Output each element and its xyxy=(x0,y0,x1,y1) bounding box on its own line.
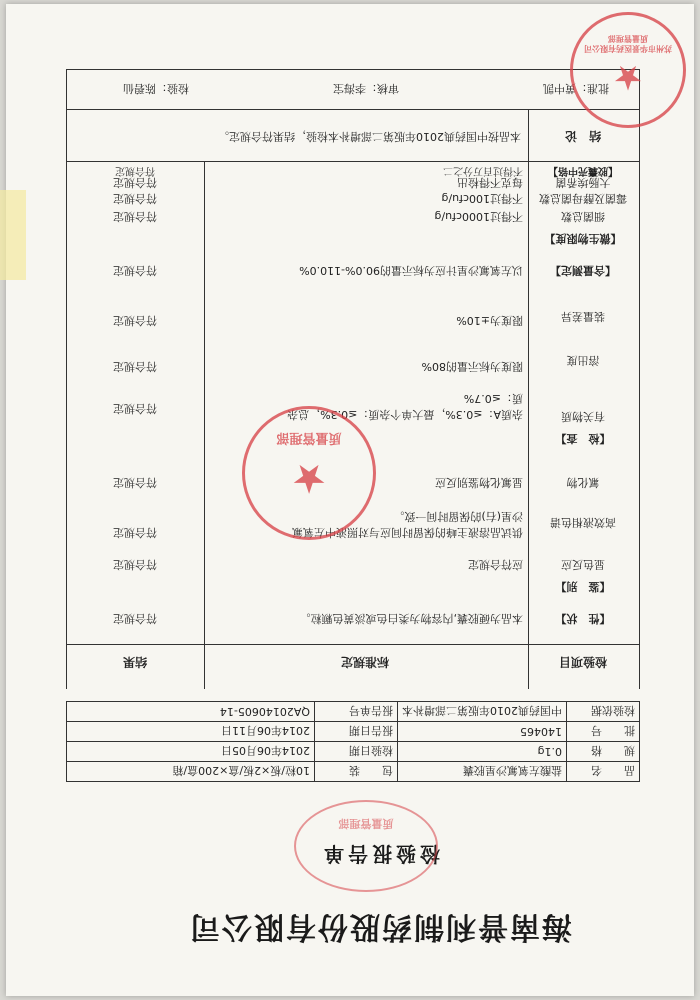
result-item: 【检 查】 xyxy=(555,432,611,445)
result-value: 符合规定 xyxy=(113,526,157,539)
result-standard: 每克不得检出 xyxy=(457,176,523,189)
info-row xyxy=(67,702,640,722)
result-item: 大肠埃希菌 xyxy=(555,176,611,189)
result-item: 【鉴 别】 xyxy=(555,580,611,593)
result-item: 溶出度 xyxy=(566,354,600,367)
result-item: 高效液相色谱 xyxy=(550,516,616,529)
conclusion-row xyxy=(66,109,640,161)
header-standard: 标准规定 xyxy=(341,655,390,669)
result-value: 符合规定 xyxy=(115,165,155,176)
spec-value: 0.1g xyxy=(398,742,567,762)
basis-value: 中国药典2010年版第二部增补本 xyxy=(398,702,567,722)
result-value: 符合规定 xyxy=(113,360,157,373)
info-row xyxy=(67,742,640,762)
result-value: 符合规定 xyxy=(113,264,157,277)
result-item: 霉菌及酵母菌总数 xyxy=(539,192,627,205)
result-standard: 供试品溶液主峰的保留时间应与对照液中左氧氟 xyxy=(292,526,523,539)
star-icon: ★ xyxy=(291,455,327,501)
package-value: 10粒/板×2板/盒×200盒/箱 xyxy=(67,762,315,782)
basis-label: 检验依据 xyxy=(567,702,640,722)
result-standard: 沙星(右)的保留时间一致。 xyxy=(393,510,523,523)
header-item: 检验项目 xyxy=(559,655,608,669)
inspector: 检验：陈碧仙 xyxy=(123,82,189,95)
approver: 批准：黄中凯 xyxy=(543,82,609,95)
product-value: 盐酸左氧氟沙星胶囊 xyxy=(398,762,567,782)
result-standard: 显氟化物鉴别反应 xyxy=(435,476,523,489)
report-date-label: 报告日期 xyxy=(315,722,398,742)
product-label: 品 名 xyxy=(567,762,640,782)
sticky-note-edge xyxy=(0,190,26,280)
report-date-value: 2014年06月11日 xyxy=(67,722,315,742)
result-item: 【胶囊壳中铬】 xyxy=(548,165,618,176)
result-value: 符合规定 xyxy=(113,192,157,205)
result-value: 符合规定 xyxy=(113,176,157,189)
result-standard: 不得过百万分之二 xyxy=(443,165,523,176)
result-item: 【微生物限度】 xyxy=(544,232,622,245)
result-value: 符合规定 xyxy=(113,476,157,489)
report-no-label: 报告单号 xyxy=(315,702,398,722)
inspect-date-value: 2014年06月05日 xyxy=(67,742,315,762)
result-item: 显色反应 xyxy=(561,558,605,571)
report-title: 检验报告单 xyxy=(320,842,440,866)
report-no-value: QA20140605-14 xyxy=(67,702,315,722)
result-standard: 本品为硬胶囊,内容物为类白色或淡黄色颗粒。 xyxy=(299,612,523,625)
batch-value: 140465 xyxy=(398,722,567,742)
result-standard: 应符合规定 xyxy=(468,558,523,571)
result-item: 氟化物 xyxy=(566,476,600,489)
batch-label: 批 号 xyxy=(567,722,640,742)
result-item: 【性 状】 xyxy=(555,612,611,625)
result-value: 符合规定 xyxy=(113,612,157,625)
info-table xyxy=(66,701,640,782)
result-item: 装量差异 xyxy=(561,310,605,323)
result-standard: 限度为标示量的80% xyxy=(421,360,523,373)
result-value: 符合规定 xyxy=(113,402,157,415)
result-item: 【含量测定】 xyxy=(550,264,616,277)
inspect-date-label: 检验日期 xyxy=(315,742,398,762)
signature-row xyxy=(66,69,640,109)
qa-seal-center: ★ 质量管理部 xyxy=(242,406,376,540)
conclusion-label: 结 论 xyxy=(565,129,602,143)
star-icon: ★ xyxy=(612,57,644,97)
header-result: 结果 xyxy=(123,655,148,669)
package-label: 包 装 xyxy=(315,762,398,782)
result-standard: 以左氧氟沙星计应为标示量的90.0%-110.0% xyxy=(299,264,523,277)
result-standard: 质：≤0.7% xyxy=(463,392,523,405)
spec-label: 规 格 xyxy=(567,742,640,762)
info-row xyxy=(67,762,640,782)
result-standard: 杂质A：≤0.3%，最大单个杂质：≤0.3%，总杂 xyxy=(287,408,523,421)
reviewer: 审核：李海宝 xyxy=(333,82,399,95)
result-value: 符合规定 xyxy=(113,314,157,327)
result-item: 细菌总数 xyxy=(561,210,605,223)
company-name: 海南普利制药股份有限公司 xyxy=(188,909,572,944)
conclusion-text: 本品按中国药典2010年版第二部增补本检验，结果符合规定。 xyxy=(218,130,521,143)
result-value: 符合规定 xyxy=(113,210,157,223)
info-row xyxy=(67,722,640,742)
qa-seal-top: 质量管理部 xyxy=(294,800,438,892)
result-value: 符合规定 xyxy=(113,558,157,571)
result-item: 有关物质 xyxy=(561,410,605,423)
qa-seal-corner: ★ 苏州市华景医药有限公司质量管理部 xyxy=(570,12,686,128)
result-standard: 不得过1000cfu/g xyxy=(434,210,523,223)
result-standard: 限度为±10% xyxy=(456,314,523,327)
result-standard: 不得过100cfu/g xyxy=(441,192,523,205)
